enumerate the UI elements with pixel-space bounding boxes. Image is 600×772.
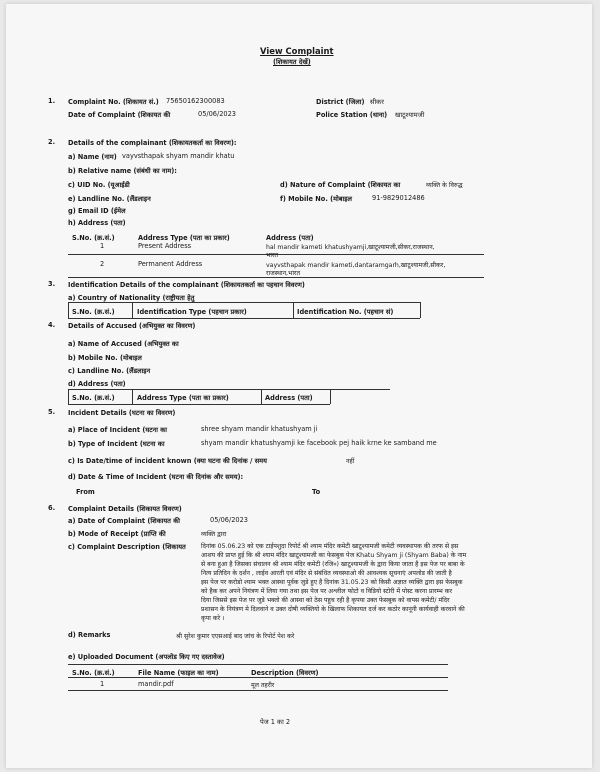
complaint-no-value: 75650162300083 <box>166 97 225 105</box>
section-number: 4. <box>48 321 56 329</box>
table-header: S.No. (क्र.सं.) <box>72 394 115 402</box>
description-line: दिनांक 05.06.23 को एक टाईपशुदा रिपोर्ट श्री श्याम मंदिर कमेटी खाटूश्यामजी कमेटी व्यवस्थापक की तरफ से इस <box>201 543 459 550</box>
description-line: कृपा करे । <box>201 615 225 622</box>
accused-mobile-label: b) Mobile No. (मोबाइल <box>68 354 142 362</box>
place-of-incident-value: shree shyam mandir khatushyam ji <box>201 425 318 433</box>
complainant-name-label: a) Name (नाम) <box>68 153 117 161</box>
section-number: 3. <box>48 280 56 288</box>
table-header: Identification No. (पहचान सं) <box>297 308 394 316</box>
table-header: Address (पता) <box>265 394 313 402</box>
page-subtitle: (शिकायत देखें) <box>273 58 311 66</box>
table-header: Identification Type (पहचान प्रकार) <box>137 308 247 316</box>
table-cell: मूल तहरीर <box>251 682 275 689</box>
table-cell file-name-link[interactable]: mandir.pdf <box>138 680 174 688</box>
complaint-date-value: 05/06/2023 <box>210 516 249 524</box>
mobile-value: 91-9829012486 <box>372 194 425 202</box>
complaint-description-label: c) Complaint Description (शिकायत <box>68 543 186 551</box>
address-label: h) Address (पता) <box>68 219 126 227</box>
remarks-label: d) Remarks <box>68 631 111 639</box>
complainant-name-value: vayvsthapak shyam mandir khatu <box>122 152 235 160</box>
complainant-heading: Details of the complainant (शिकायतकर्ता का विवरण): <box>68 139 237 147</box>
table-header: S.No. (क्र.सं.) <box>72 234 115 242</box>
type-of-incident-value: shyam mandir khatushyamji ke facebook pej haik krne ke samband me <box>201 439 437 447</box>
nature-of-complaint-label: d) Nature of Complaint (शिकायत का <box>280 181 401 189</box>
section-number: 5. <box>48 408 56 416</box>
mobile-label: f) Mobile No. (मोबाइल <box>280 195 352 203</box>
accused-landline-label: c) Landline No. (लैंडलाइन <box>68 367 151 375</box>
description-line: प्रशासन के नियंत्रण मे दिलवाने व उक्त दोषी व्यक्तियो के खिलाफ शिकायत दर्ज कर कठोर कानूनी कार्यवाही करवाने की <box>201 606 465 613</box>
email-label: g) Email ID (ईमेल <box>68 207 126 215</box>
accused-address-label: d) Address (पता) <box>68 380 126 388</box>
table-cell: 1 <box>100 680 105 688</box>
complaint-no-label: Complaint No. (शिकायत सं.) <box>68 98 159 106</box>
description-line: से बना हुआ है जिसका संचालन श्री श्याम मंदिर कमेटी (रजि०) खाटूश्यामजी के द्वारा किया जाता है इस पेज पर बाबा के <box>201 561 465 568</box>
police-station-label: Police Station (थाना) <box>316 111 388 119</box>
district-label: District (जिला) <box>316 98 365 106</box>
accused-heading: Details of Accused (अभियुक्त का विवरण) <box>68 322 196 330</box>
table-cell: hal mandir kameti khatushyamji,खाटूश्यामजी,सीकर,राजस्थान, <box>266 244 435 251</box>
table-cell: Present Address <box>138 242 192 250</box>
remarks-value: श्री सुरेश कुमार एएसआई बाद जांच के रिपोर्ट पेश करे <box>176 633 295 640</box>
description-line: आशय की प्राप्त हुई कि श्री श्याम मंदिर खाटूश्यामजी का फेसबुक पेज Khatu Shyam ji (Shyam Baba) के नाम <box>201 552 467 559</box>
document-page <box>6 4 592 768</box>
table-header: File Name (फाइल का नाम) <box>138 669 219 677</box>
table-cell: भारत <box>266 252 279 259</box>
from-label: From <box>76 488 95 496</box>
table-cell: 1 <box>100 242 105 250</box>
landline-label: e) Landline No. (लैंडलाइन <box>68 195 151 203</box>
incident-known-label: c) Is Date/time of incident known (क्या घटना की दिनांक / समय <box>68 457 267 465</box>
incident-known-value: नहीं <box>346 458 355 465</box>
description-line: इस पेज पर करोडो श्याम भक्त आस्था पूर्वक जुडे हुए है दिनांक 31.05.23 को किसी अज्ञात व्यक्ति द्वारा इस फेसबुक <box>201 579 463 586</box>
table-cell: 2 <box>100 260 105 268</box>
description-line: दिया जिससे इस पेज पर जुडे भक्तो की आस्था को ठेस पहुच रही है कृपया उक्त फेसबुक को वापस कमेटी/ मंदिर <box>201 597 450 604</box>
to-label: To <box>312 488 321 496</box>
page-number: पेज 1 का 2 <box>260 718 291 726</box>
table-header: S.No. (क्र.सं.) <box>72 308 115 316</box>
mode-of-receipt-value: व्यक्ति द्वारा <box>201 531 227 538</box>
district-value: सीकर <box>370 98 384 106</box>
table-cell: राजस्थान,भारत <box>266 270 300 277</box>
incident-heading: Incident Details (घटना का विवरण) <box>68 409 176 417</box>
incident-datetime-label: d) Date & Time of Incident (घटना की दिनांक और समय): <box>68 473 244 481</box>
table-header: Address Type (पता का प्रकार) <box>137 394 229 402</box>
uid-label: c) UID No. (यूआईडी <box>68 181 130 189</box>
country-label: a) Country of Nationality (राष्ट्रीयता हेतु <box>68 294 195 302</box>
type-of-incident-label: b) Type of Incident (घटना का <box>68 440 165 448</box>
table-header: Description (विवरण) <box>251 669 319 677</box>
date-of-complaint-label: Date of Complaint (शिकायत की <box>68 111 171 119</box>
table-header: Address Type (पता का प्रकार) <box>138 234 230 242</box>
table-header: S.No. (क्र.सं.) <box>72 669 115 677</box>
description-line: नित्य प्रतिदिन के दर्शन , लाईव आरती एवं मंदिर से संबंधित व्यवस्थाओ की आवश्यक सूचनाएं अपलोड की जाती है <box>201 570 452 577</box>
description-line: को हैक कर अपने नियंत्रण में लिया गया तथा इस पेज पर अश्लील फोटो व विडियो स्टोरी में पोस्ट करना प्रारम्भ कर <box>201 588 453 595</box>
identification-heading: Identification Details of the complainant (शिकायतकर्ता का पहचान विवरण) <box>68 281 305 289</box>
table-header: Address (पता) <box>266 234 314 242</box>
complaint-details-heading: Complaint Details (शिकायत विवरण) <box>68 505 182 513</box>
page-title: View Complaint <box>260 46 334 56</box>
place-of-incident-label: a) Place of Incident (घटना का <box>68 426 167 434</box>
section-number: 2. <box>48 138 56 146</box>
uploaded-document-label: e) Uploaded Document (अपलोड किए गए दस्तावेज) <box>68 653 225 661</box>
section-number: 6. <box>48 504 56 512</box>
complaint-date-label: a) Date of Complaint (शिकायत की <box>68 517 180 525</box>
date-of-complaint-value: 05/06/2023 <box>198 110 237 118</box>
table-cell: vayvsthapak mandir kameti,dantaramgarh,खाटूश्यामजी,सीकर, <box>266 262 446 269</box>
mode-of-receipt-label: b) Mode of Receipt (प्राप्ति की <box>68 530 166 538</box>
accused-name-label: a) Name of Accused (अभियुक्त का <box>68 340 179 348</box>
relative-name-label: b) Relative name (संबंधी का नाम): <box>68 167 177 175</box>
nature-of-complaint-value: व्यक्ति के विरुद्ध <box>426 182 463 189</box>
police-station-value: खाटूश्यामजी <box>395 111 425 119</box>
section-number: 1. <box>48 97 56 105</box>
table-cell: Permanent Address <box>138 260 203 268</box>
